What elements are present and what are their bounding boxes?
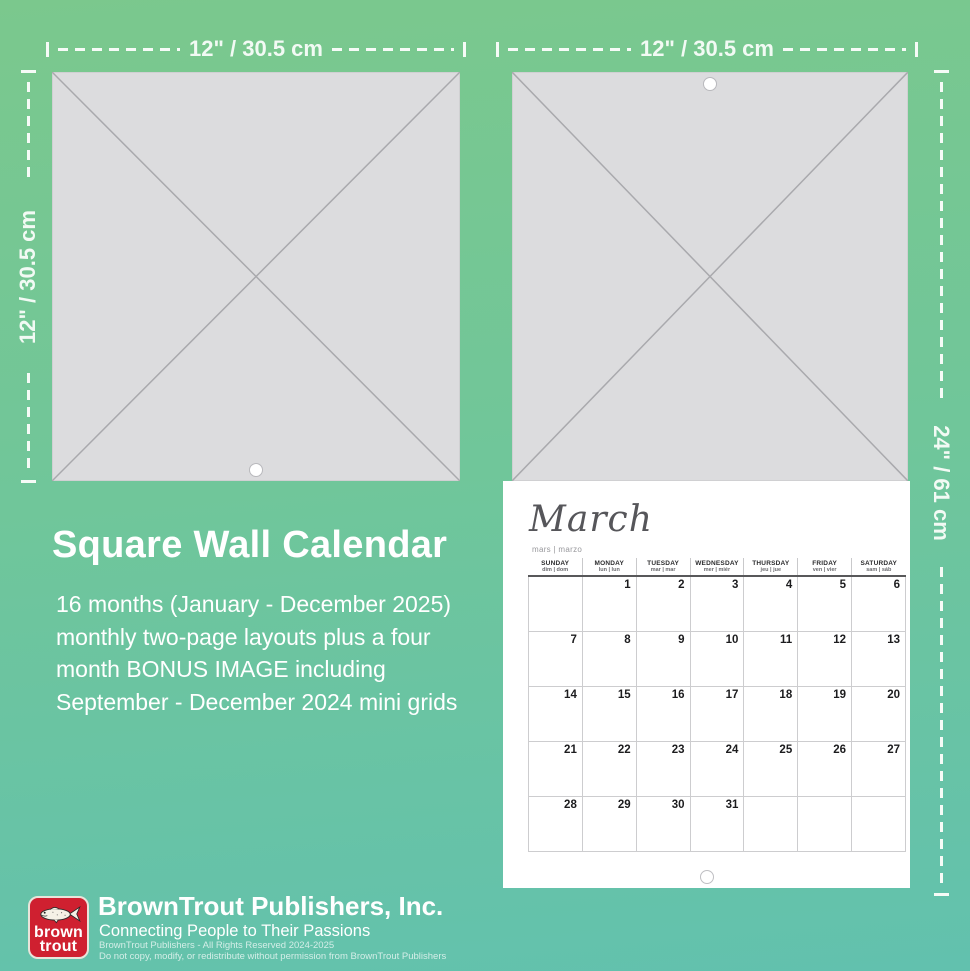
dimension-dash: [508, 48, 631, 51]
product-title: Square Wall Calendar: [52, 524, 448, 566]
dimension-height-right: [926, 70, 956, 896]
calendar-day-cell: 2: [636, 576, 690, 631]
logo-wordmark-line1: brown: [34, 924, 83, 941]
calendar-day-cell: 18: [744, 686, 798, 741]
copyright-line1: BrownTrout Publishers - All Rights Reserved 2024-2025: [99, 940, 335, 951]
dimension-dash: [27, 373, 30, 471]
dimension-label-wrap: [926, 408, 956, 558]
calendar-page: [503, 481, 910, 888]
calendar-day-cell: 6: [852, 576, 906, 631]
copyright-line2: Do not copy, modify, or redistribute without permission from BrownTrout Publishers: [99, 951, 447, 962]
day-header: WEDNESDAY mer | miér: [690, 558, 744, 576]
calendar-day-cell: 15: [582, 686, 636, 741]
dimension-tick: [46, 42, 49, 57]
dimension-dash: [940, 82, 943, 399]
calendar-day-cell: 23: [636, 741, 690, 796]
company-name: BrownTrout Publishers, Inc.: [98, 891, 444, 921]
calendar-grid: [528, 558, 906, 852]
dimension-tick: [463, 42, 466, 57]
dimension-height-left: [13, 70, 43, 483]
trout-fish-icon: [33, 902, 85, 926]
day-header: MONDAY lun | lun: [582, 558, 636, 576]
hole-punch-icon: [703, 77, 717, 91]
dimension-dash: [27, 82, 30, 180]
calendar-day-cell: 5: [798, 576, 852, 631]
dimension-label-wrap: [13, 189, 43, 364]
dimension-label: 12" / 30.5 cm: [640, 36, 774, 61]
calendar-day-cell: 29: [582, 796, 636, 851]
calendar-day-cell: 8: [582, 631, 636, 686]
calendar-day-cell: 16: [636, 686, 690, 741]
dimension-label: 24" / 61 cm: [929, 425, 954, 541]
product-description-line: monthly two-page layouts plus a four: [56, 623, 431, 650]
dimension-width-left: [46, 36, 466, 62]
month-subtitle: mars | marzo: [532, 545, 583, 554]
calendar-day-cell: 24: [690, 741, 744, 796]
dimension-dash: [783, 48, 906, 51]
calendar-day-cell: 28: [529, 796, 583, 851]
calendar-day-cell: 21: [529, 741, 583, 796]
calendar-day-cell: 10: [690, 631, 744, 686]
day-header: SUNDAY dim | dom: [529, 558, 583, 576]
dimension-tick: [496, 42, 499, 57]
calendar-day-cell: 3: [690, 576, 744, 631]
calendar-day-cell: 31: [690, 796, 744, 851]
image-placeholder-left: [52, 72, 460, 481]
dimension-tick: [915, 42, 918, 57]
dimension-label: 12" / 30.5 cm: [15, 209, 40, 344]
calendar-day-cell: 1: [582, 576, 636, 631]
calendar-week-row: [529, 631, 906, 686]
dimension-tick: [21, 480, 36, 483]
calendar-day-cell: 22: [582, 741, 636, 796]
month-title: March: [529, 499, 653, 540]
calendar-day-cell: 12: [798, 631, 852, 686]
calendar-day-cell: 26: [798, 741, 852, 796]
dimension-dash: [332, 48, 454, 51]
calendar-week-row: [529, 796, 906, 851]
calendar-day-cell: 4: [744, 576, 798, 631]
calendar-day-cell: 13: [852, 631, 906, 686]
calendar-day-cell: [529, 576, 583, 631]
calendar-day-cell: 30: [636, 796, 690, 851]
dimension-dash: [58, 48, 180, 51]
product-description-line: September - December 2024 mini grids: [56, 688, 458, 715]
calendar-day-cell: [852, 796, 906, 851]
day-header: FRIDAY ven | vier: [798, 558, 852, 576]
calendar-day-cell: [798, 796, 852, 851]
browntrout-logo: [28, 896, 89, 959]
dimension-label: 12" / 30.5 cm: [189, 36, 323, 61]
dimension-dash: [940, 567, 943, 884]
day-header: TUESDAY mar | mar: [636, 558, 690, 576]
calendar-day-cell: 27: [852, 741, 906, 796]
calendar-day-cell: [744, 796, 798, 851]
calendar-day-cell: 19: [798, 686, 852, 741]
day-header: THURSDAY jeu | jue: [744, 558, 798, 576]
image-placeholder-right: [512, 72, 908, 481]
product-description-line: 16 months (January - December 2025): [56, 591, 452, 617]
calendar-day-cell: 14: [529, 686, 583, 741]
calendar-day-cell: 7: [529, 631, 583, 686]
product-description: [56, 588, 457, 718]
placeholder-x-icon: [512, 72, 908, 481]
dimension-tick: [934, 893, 949, 896]
placeholder-x-icon: [52, 72, 460, 481]
dimension-tick: [21, 70, 36, 73]
logo-wordmark-line2: trout: [39, 937, 78, 955]
calendar-day-cell: 25: [744, 741, 798, 796]
company-tagline: Connecting People to Their Passions: [99, 922, 371, 940]
calendar-week-row: [529, 576, 906, 631]
day-header: SATURDAY sam | sáb: [852, 558, 906, 576]
calendar-day-cell: 9: [636, 631, 690, 686]
calendar-week-row: [529, 686, 906, 741]
dimension-tick: [934, 70, 949, 73]
dimension-width-right: [496, 36, 918, 62]
calendar-day-cell: 20: [852, 686, 906, 741]
calendar-week-row: [529, 741, 906, 796]
product-description-line: month BONUS IMAGE including: [56, 656, 386, 682]
hole-punch-icon: [700, 870, 714, 884]
calendar-day-cell: 11: [744, 631, 798, 686]
hole-punch-icon: [249, 463, 263, 477]
calendar-day-cell: 17: [690, 686, 744, 741]
